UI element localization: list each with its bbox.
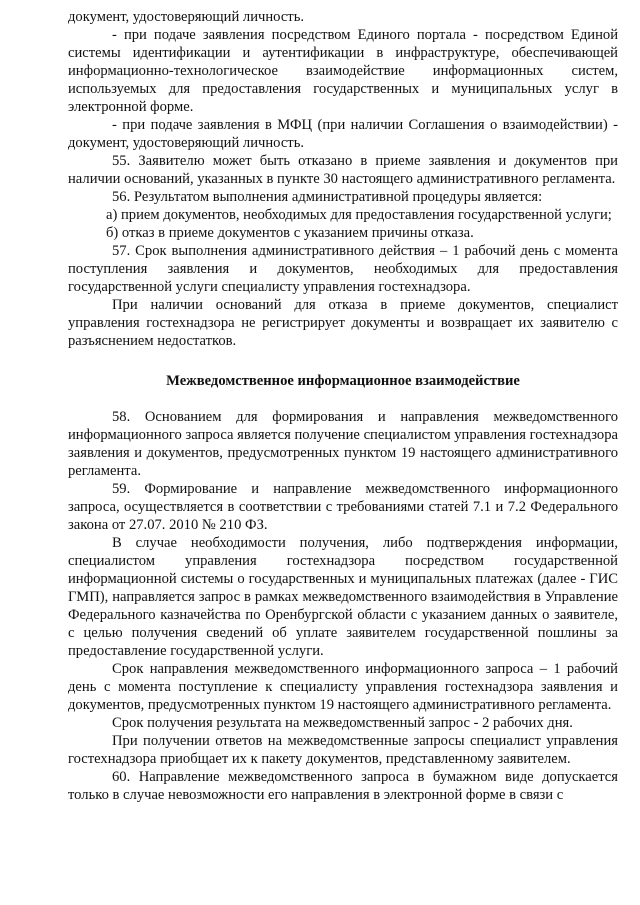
paragraph-58: 58. Основанием для формирования и направления межведомственного информационного запроса является получение специалистом управления гостехнадзора заявления и документов, предусмотренных пунктом 19 настоящего административного регламента. <box>68 409 618 479</box>
paragraph-responses: При получении ответов на межведомственные запросы специалист управления гостехнадзора приобщает их к пакету документов, представленному заявителем. <box>68 733 618 767</box>
paragraph-60: 60. Направление межведомственного запроса в бумажном виде допускается только в случае невозможности его направления в электронной форме в связи с <box>68 769 618 803</box>
paragraph-56-a: а) прием документов, необходимых для предоставления государственной услуги; <box>106 207 612 223</box>
section-heading: Межведомственное информационное взаимодействие <box>166 373 520 389</box>
paragraph-mfc: - при подаче заявления в МФЦ (при наличии Соглашения о взаимодействии) - документ, удостоверяющий личность. <box>68 117 618 151</box>
paragraph-56-b: б) отказ в приеме документов с указанием причины отказа. <box>106 225 474 241</box>
paragraph-response-term: Срок получения результата на межведомственный запрос - 2 рабочих дня. <box>112 715 573 731</box>
paragraph-57: 57. Срок выполнения административного действия – 1 рабочий день с момента поступления заявления и документов, необходимых для предоставления государственной услуги специалисту управления гостехнадзора. <box>68 243 618 295</box>
paragraph-continuation: документ, удостоверяющий личность. <box>68 9 304 25</box>
paragraph-55: 55. Заявителю может быть отказано в приеме заявления и документов при наличии оснований, указанных в пункте 30 настоящего административного регламента. <box>68 153 618 187</box>
paragraph-gis-gmp: В случае необходимости получения, либо подтверждения информации, специалистом управления гостехнадзора посредством государственной информационной системы о государственных и муниципальных платежах (далее - ГИС ГМП), направляется запрос в рамках межведомственного взаимодействия в Управление Федерального казначейства по Оренбургской области с указанием данных о заявителе, с целью получения сведений об уплате заявителем государственной пошлины за предоставление государственной услуги. <box>68 535 618 659</box>
paragraph-request-term: Срок направления межведомственного информационного запроса – 1 рабочий день с момента поступление к специалисту управления гостехнадзора заявления и документов, предусмотренных пунктом 19 настоящего административного регламента. <box>68 661 618 713</box>
paragraph-refusal: При наличии оснований для отказа в приеме документов, специалист управления гостехнадзора не регистрирует документы и возвращает их заявителю с разъяснением недостатков. <box>68 297 618 349</box>
paragraph-59: 59. Формирование и направление межведомственного информационного запроса, осуществляется в соответствии с требованиями статей 7.1 и 7.2 Федерального закона от 27.07. 2010 № 210 ФЗ. <box>68 481 618 533</box>
paragraph-56: 56. Результатом выполнения административной процедуры является: <box>112 189 543 205</box>
paragraph-single-portal: - при подаче заявления посредством Единого портала - посредством Единой системы идентификации и аутентификации в инфраструктуре, обеспечивающей информационно-технологическое взаимодействие информационных систем, используемых для предоставления государственных и муниципальных услуг в электронной форме. <box>68 27 618 115</box>
